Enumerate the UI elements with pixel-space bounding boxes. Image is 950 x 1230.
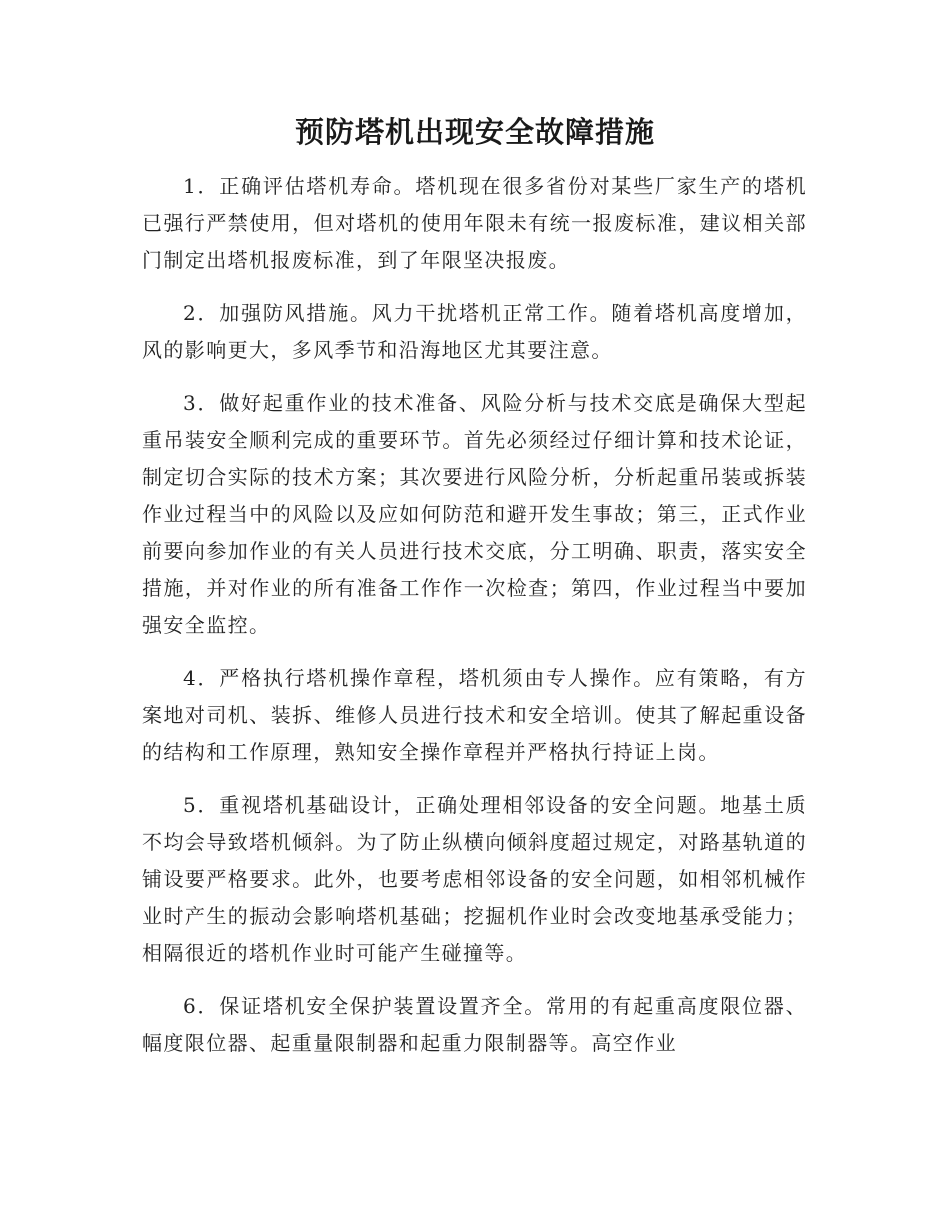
paragraph-1: 1．正确评估塔机寿命。塔机现在很多省份对某些厂家生产的塔机已强行严禁使用，但对塔机的使用年限未有统一报废标准，建议相关部门制定出塔机报废标准，到了年限坚决报废。 bbox=[142, 174, 807, 272]
paragraph-3: 3．做好起重作业的技术准备、风险分析与技术交底是确保大型起重吊装安全顺利完成的重要环节。首先必须经过仔细计算和技术论证，制定切合实际的技术方案；其次要进行风险分析，分析起重吊装或拆装作业过程当中的风险以及应如何防范和避开发生事故；第三，正式作业前要向参加作业的有关人员进行技术交底，分工明确、职责，落实安全措施，并对作业的所有准备工作作一次检查；第四，作业过程当中要加强安全监控。 bbox=[142, 391, 807, 637]
paragraph-6: 6．保证塔机安全保护装置设置齐全。常用的有起重高度限位器、幅度限位器、起重量限制器和起重力限制器等。高空作业 bbox=[142, 994, 807, 1055]
paragraph-2: 2．加强防风措施。风力干扰塔机正常工作。随着塔机高度增加，风的影响更大，多风季节和沿海地区尤其要注意。 bbox=[142, 301, 807, 362]
document-body bbox=[142, 168, 807, 1078]
paragraph-4: 4．严格执行塔机操作章程，塔机须由专人操作。应有策略，有方案地对司机、装拆、维修人员进行技术和安全培训。使其了解起重设备的结构和工作原理，熟知安全操作章程并严格执行持证上岗。 bbox=[142, 666, 807, 764]
document-title: 预防塔机出现安全故障措施 bbox=[294, 115, 655, 149]
paragraph-5: 5．重视塔机基础设计，正确处理相邻设备的安全问题。地基土质不均会导致塔机倾斜。为了防止纵横向倾斜度超过规定，对路基轨道的铺设要严格要求。此外，也要考虑相邻设备的安全问题，如相邻机械作业时产生的振动会影响塔机基础；挖掘机作业时会改变地基承受能力；相隔很近的塔机作业时可能产生碰撞等。 bbox=[142, 793, 807, 965]
